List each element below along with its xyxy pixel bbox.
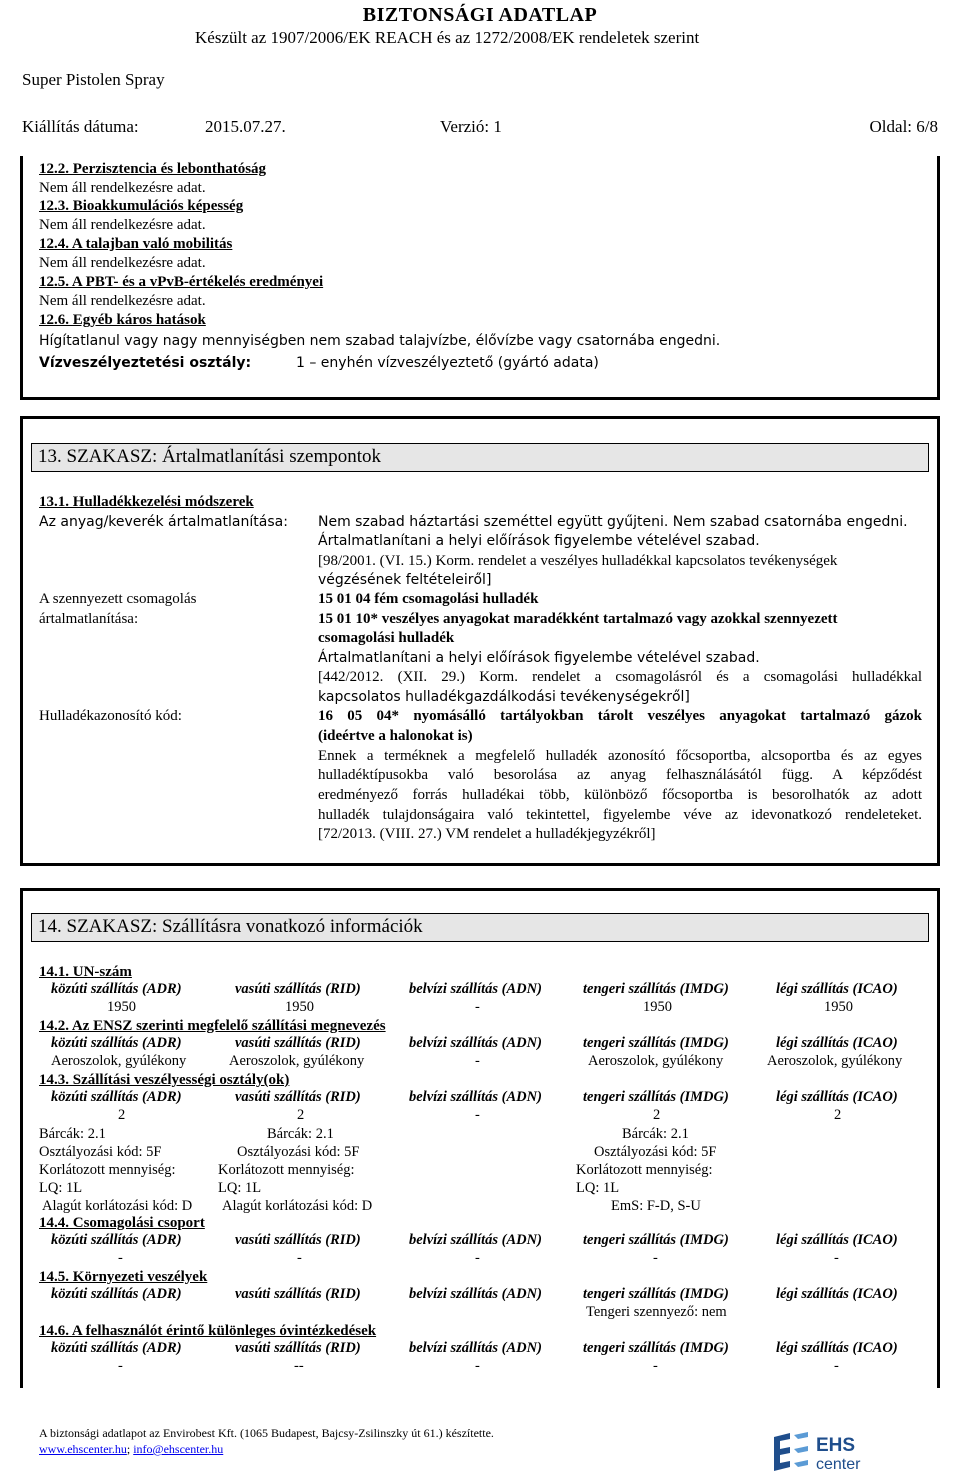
mode-icao: légi szállítás (ICAO) (776, 1286, 898, 1302)
link-separator: ; (126, 1442, 134, 1456)
mode-adr: közúti szállítás (ADR) (51, 981, 182, 997)
s14-2-heading: 14.2. Az ENSZ szerinti megfelelő szállítási megnevezés (39, 1018, 386, 1034)
mode-rid: vasúti szállítás (RID) (235, 1089, 361, 1105)
mode-rid: vasúti szállítás (RID) (235, 981, 361, 997)
packaging-label-1: A szennyezett csomagolás (39, 591, 197, 607)
class-adn: - (475, 1107, 480, 1123)
un-imdg: 1950 (643, 999, 672, 1015)
mode-icao: légi szállítás (ICAO) (776, 1035, 898, 1051)
mode-adr: közúti szállítás (ADR) (51, 1232, 182, 1248)
un-number-row (0, 999, 960, 1017)
spec-rid: -- (294, 1358, 304, 1374)
s14-1-heading: 14.1. UN-szám (39, 964, 132, 980)
waste-code-value-7: [72/2013. (VIII. 27.) VM rendelet a hulladékjegyzékről] (318, 826, 656, 842)
packaging-value-5: [442/2012. (XII. 29.) Korm. rendelet a csomagolásról és a csomagolási hulladékkal (318, 669, 922, 685)
disposal-label: Az anyag/keverék ártalmatlanítása: (39, 514, 288, 530)
waste-code-value-1: 16 05 04* nyomásálló tartályokban tárolt veszélyes anyagokat tartalmazó gázok (318, 708, 922, 724)
waste-code-value-5: eredményező forrás hulladékai több, különböző főcsoportba is besorolhatók az adott (318, 787, 922, 803)
transport-header-row (0, 1286, 960, 1304)
rid-labels: Bárcák: 2.1 (267, 1126, 334, 1142)
rid-lq: LQ: 1L (218, 1180, 262, 1196)
s14-6-heading: 14.6. A felhasználót érintő különleges óvintézkedések (39, 1323, 377, 1339)
rid-limited-qty: Korlátozott mennyiség: (218, 1162, 355, 1178)
mode-imdg: tengeri szállítás (IMDG) (583, 1232, 729, 1248)
s12-3-heading: 12.3. Bioakkumulációs képesség (39, 198, 244, 214)
mode-icao: légi szállítás (ICAO) (776, 1340, 898, 1356)
mode-adr: közúti szállítás (ADR) (51, 1035, 182, 1051)
class-adr: 2 (118, 1107, 126, 1123)
spec-adr: - (118, 1358, 123, 1374)
packaging-label-2: ártalmatlanítása: (39, 611, 139, 627)
wgk-label: Vízveszélyeztetési osztály: (39, 355, 252, 371)
labels-row (0, 1126, 960, 1144)
packing-group-row (0, 1250, 960, 1268)
s12-5-text: Nem áll rendelkezésre adat. (39, 293, 206, 309)
waste-code-label: Hulladékazonosító kód: (39, 708, 182, 724)
un-adn: - (475, 999, 480, 1015)
imdg-limited-qty: Korlátozott mennyiség: (576, 1162, 713, 1178)
mode-adn: belvízi szállítás (ADN) (409, 981, 542, 997)
spec-icao: - (834, 1358, 839, 1374)
s12-3-text: Nem áll rendelkezésre adat. (39, 217, 206, 233)
un-icao: 1950 (824, 999, 853, 1015)
s12-6-text: Hígítatlanul vagy nagy mennyiségben nem szabad talajvízbe, élővízbe vagy csatornába engedni. (39, 333, 721, 349)
lq-row (0, 1180, 960, 1198)
hazard-class-row (0, 1107, 960, 1125)
product-name: Super Pistolen Spray (22, 70, 165, 89)
mode-rid: vasúti szállítás (RID) (235, 1286, 361, 1302)
name-rid: Aeroszolok, gyúlékony (229, 1053, 365, 1069)
limited-quantity-row (0, 1162, 960, 1180)
mode-adn: belvízi szállítás (ADN) (409, 1340, 542, 1356)
page-number: Oldal: 6/8 (869, 117, 938, 136)
rid-class-code: Osztályozási kód: 5F (237, 1144, 360, 1160)
mode-rid: vasúti szállítás (RID) (235, 1340, 361, 1356)
env-imdg: Tengeri szennyező: nem (586, 1304, 727, 1320)
s12-2-heading: 12.2. Perzisztencia és lebonthatóság (39, 161, 267, 177)
mode-adr: közúti szállítás (ADR) (51, 1340, 182, 1356)
adr-labels: Bárcák: 2.1 (39, 1126, 106, 1142)
pg-imdg: - (653, 1250, 658, 1266)
transport-header-row (0, 981, 960, 999)
document-subtitle: Készült az 1907/2006/EK REACH és az 1272/2008/EK rendeletek szerint (195, 28, 700, 47)
ehs-center-logo (770, 1429, 920, 1473)
imdg-class-code: Osztályozási kód: 5F (594, 1144, 717, 1160)
s12-4-heading: 12.4. A talajban való mobilitás (39, 236, 233, 252)
env-hazard-row (0, 1304, 960, 1322)
mode-rid: vasúti szállítás (RID) (235, 1035, 361, 1051)
s14-4-heading: 14.4. Csomagolási csoport (39, 1215, 205, 1231)
un-adr: 1950 (107, 999, 136, 1015)
transport-header-row (0, 1340, 960, 1358)
waste-code-value-6: hulladék tulajdonságaira való tekintettel, figyelembe véve az idevonatkozó rendeleteket. (318, 807, 922, 823)
pg-adr: - (118, 1250, 123, 1266)
s14-5-heading: 14.5. Környezeti veszélyek (39, 1269, 208, 1285)
s12-6-heading: 12.6. Egyéb káros hatások (39, 312, 206, 328)
mode-imdg: tengeri szállítás (IMDG) (583, 1035, 729, 1051)
mode-adr: közúti szállítás (ADR) (51, 1089, 182, 1105)
logo-top-text: EHS (816, 1435, 856, 1456)
ehs-logo-mark-icon (774, 1432, 808, 1471)
mode-imdg: tengeri szállítás (IMDG) (583, 981, 729, 997)
class-rid: 2 (297, 1107, 305, 1123)
adr-class-code: Osztályozási kód: 5F (39, 1144, 162, 1160)
waste-code-value-4: hulladéktípusokba való besorolása az anyag felhasználásától függ. A képződést (318, 767, 922, 783)
s12-4-text: Nem áll rendelkezésre adat. (39, 255, 206, 271)
mode-icao: légi szállítás (ICAO) (776, 1089, 898, 1105)
adr-tunnel: Alagút korlátozási kód: D (42, 1198, 193, 1214)
waste-code-value-2: (ideértve a halonokat is) (318, 728, 473, 744)
spec-adn: - (475, 1358, 480, 1374)
adr-limited-qty: Korlátozott mennyiség: (39, 1162, 176, 1178)
version: Verzió: 1 (440, 117, 502, 136)
footer-credit: A biztonsági adatlapot az Envirobest Kft. (1065 Budapest, Bajcsy-Zsilinszky út 61.) készítette. (39, 1426, 494, 1440)
imdg-ems: EmS: F-D, S-U (611, 1198, 701, 1214)
transport-header-row (0, 1232, 960, 1250)
shipping-name-row (0, 1053, 960, 1071)
packaging-value-4: Ártalmatlanítani a helyi előírások figyelembe vételével szabad. (318, 650, 760, 666)
transport-header-row (0, 1035, 960, 1053)
document-title: BIZTONSÁGI ADATLAP (362, 4, 598, 26)
pg-adn: - (475, 1250, 480, 1266)
email-link[interactable]: info@ehscenter.hu (133, 1442, 224, 1456)
mode-adn: belvízi szállítás (ADN) (409, 1232, 542, 1248)
issue-label: Kiállítás dátuma: (22, 117, 139, 136)
mode-adn: belvízi szállítás (ADN) (409, 1286, 542, 1302)
imdg-labels: Bárcák: 2.1 (622, 1126, 689, 1142)
mode-rid: vasúti szállítás (RID) (235, 1232, 361, 1248)
class-icao: 2 (834, 1107, 842, 1123)
mode-adr: közúti szállítás (ADR) (51, 1286, 182, 1302)
rid-tunnel: Alagút korlátozási kód: D (222, 1198, 373, 1214)
s12-2-text: Nem áll rendelkezésre adat. (39, 180, 206, 196)
mode-icao: légi szállítás (ICAO) (776, 981, 898, 997)
class-imdg: 2 (653, 1107, 661, 1123)
un-rid: 1950 (285, 999, 314, 1015)
mode-adn: belvízi szállítás (ADN) (409, 1089, 542, 1105)
footer (39, 1425, 494, 1457)
pg-icao: - (834, 1250, 839, 1266)
mode-imdg: tengeri szállítás (IMDG) (583, 1089, 729, 1105)
spec-imdg: - (653, 1358, 658, 1374)
imdg-lq: LQ: 1L (576, 1180, 620, 1196)
packaging-value-2: 15 01 10* veszélyes anyagokat maradékként tartalmazó vagy azokkal szennyezett (318, 611, 838, 627)
disposal-value-1: Nem szabad háztartási szeméttel együtt gyűjteni. Nem szabad csatornába engedni. (318, 514, 908, 530)
name-adr: Aeroszolok, gyúlékony (51, 1053, 187, 1069)
footer-links (39, 1441, 494, 1457)
disposal-value-4: végzésének feltételeiről] (318, 572, 492, 588)
issue-date: 2015.07.27. (205, 117, 286, 136)
packaging-value-1: 15 01 04 fém csomagolási hulladék (318, 591, 539, 607)
packaging-value-6: kapcsolatos hulladékgazdálkodási tevékenységekről] (318, 689, 690, 705)
transport-header-row (0, 1089, 960, 1107)
wgk-value: 1 – enyhén vízveszélyeztető (gyártó adata) (296, 355, 599, 371)
section-13-title: 13. SZAKASZ: Ártalmatlanítási szempontok (31, 443, 929, 472)
packaging-value-3: csomagolási hulladék (318, 630, 455, 646)
logo-bottom-text: center (816, 1456, 861, 1473)
pg-rid: - (297, 1250, 302, 1266)
waste-code-value-3: Ennek a terméknek a megfelelő hulladék azonosító főcsoportba, alcsoportba és az egyes (318, 748, 922, 764)
adr-lq: LQ: 1L (39, 1180, 83, 1196)
website-link[interactable]: www.ehscenter.hu (39, 1442, 127, 1456)
section-14-title: 14. SZAKASZ: Szállításra vonatkozó információk (31, 913, 929, 942)
mode-adn: belvízi szállítás (ADN) (409, 1035, 542, 1051)
s13-1-heading: 13.1. Hulladékkezelési módszerek (39, 494, 254, 510)
disposal-value-3: [98/2001. (VI. 15.) Korm. rendelet a veszélyes hulladékkal kapcsolatos tevékenységek (318, 553, 838, 569)
s12-5-heading: 12.5. A PBT- és a vPvB-értékelés eredményei (39, 274, 324, 290)
classification-code-row (0, 1144, 960, 1162)
name-icao: Aeroszolok, gyúlékony (767, 1053, 903, 1069)
mode-icao: légi szállítás (ICAO) (776, 1232, 898, 1248)
disposal-value-2: Ártalmatlanítani a helyi előírások figyelembe vételével szabad. (318, 533, 760, 549)
mode-imdg: tengeri szállítás (IMDG) (583, 1340, 729, 1356)
name-imdg: Aeroszolok, gyúlékony (588, 1053, 724, 1069)
special-precautions-row (0, 1358, 960, 1376)
mode-imdg: tengeri szállítás (IMDG) (583, 1286, 729, 1302)
name-adn: - (475, 1053, 480, 1069)
s14-3-heading: 14.3. Szállítási veszélyességi osztály(ok) (39, 1072, 290, 1088)
